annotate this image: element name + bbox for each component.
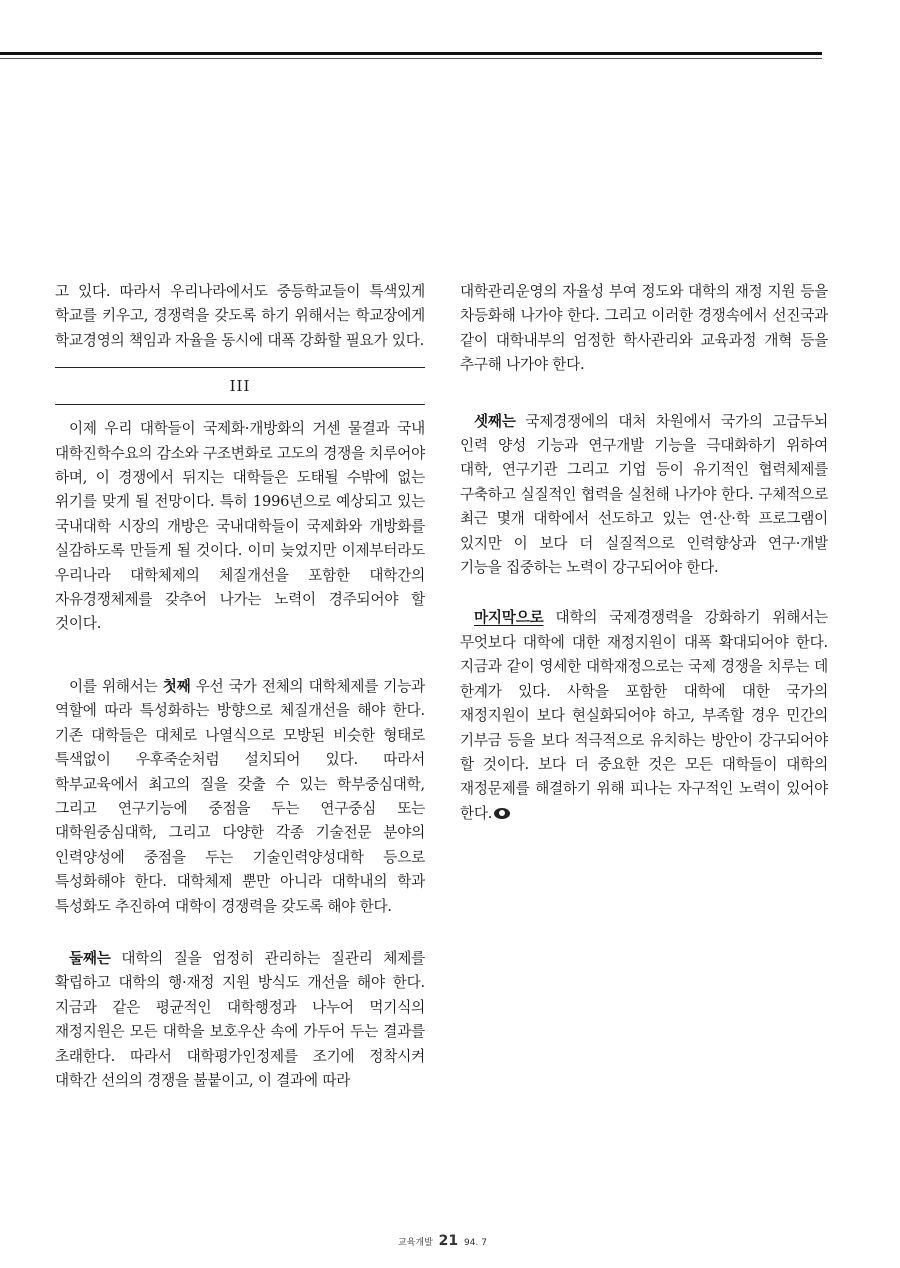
top-rule [0, 52, 822, 55]
paragraph-continuation: 고 있다. 따라서 우리나라에서도 중등학교들이 특색있게 학교를 키우고, 경쟁력을 갖도록 하기 위해서는 학교장에게 학교경영의 책임과 자율을 동시에 대폭 강화할 필요가 있다. [55, 283, 425, 349]
right-column [460, 280, 828, 826]
journal-name: 교육개발 [398, 1238, 433, 1248]
section-header [55, 367, 425, 405]
paragraph-third [460, 410, 828, 581]
issue-date: 94. 7 [464, 1238, 487, 1248]
section-number: III [229, 377, 251, 396]
page-footer [398, 1233, 487, 1249]
left-column [55, 280, 425, 1093]
paragraph-first-pre: 이를 위해서는 [69, 677, 163, 695]
top-rule-thin [0, 58, 822, 59]
paragraph-last [460, 606, 828, 826]
paragraph-second [55, 947, 425, 1093]
paragraph-second-body: 대학의 질을 엄정히 관리하는 질관리 체제를 확립하고 대학의 행·재정 지원 방식도 개선을 해야 한다. 지금과 같은 평균적인 대학행정과 나누어 먹기식의 재정지원은 모든 대학을 보호우산 속에 가두어 두는 결과를 초래한다. 따라서 대학평가인정제를 조기에 정착시켜 대학간 선의의 경쟁을 불붙이고, 이 결과에 따라 [55, 949, 425, 1089]
page-number: 21 [438, 1233, 459, 1249]
end-mark-icon [494, 808, 510, 819]
paragraph-first [55, 675, 425, 919]
paragraph-last-body: 대학의 국제경쟁력을 강화하기 위해서는 무엇보다 대학에 대한 재정지원이 대폭 확대되어야 한다. 지금과 같이 영세한 대학재정으로는 국제 경쟁을 치루는 데 한계가 있다. 사학을 포함한 대학에 대한 국가의 재정지원이 보다 현실화되어야 하고, 부족할 경우 민간의 기부금 등을 보다 적극적으로 유치하는 방안이 강구되어야 할 것이다. 보다 더 중요한 것은 모든 대학들이 대학의 재정문제를 해결하기 위해 피나는 자구적인 노력이 있어야 한다. [460, 609, 828, 822]
lead-word-third: 셋째는 [474, 412, 516, 430]
lead-word-first: 첫째 [162, 677, 191, 695]
paragraph-intro: 이제 우리 대학들이 국제화·개방화의 거센 물결과 국내 대학진학수요의 감소와 구조변화로 고도의 경쟁을 치루어야 하며, 이 경쟁에서 뒤지는 대학들은 도태될 수밖에 없는 위기를 맞게 될 전망이다. 특히 1996년으로 예상되고 있는 국내대학 시장의 개방은 국내대학들이 국제화와 개방화를 실감하도록 만들게 될 것이다. 이미 늦었지만 이제부터라도 우리나라 대학체제의 체질개선을 포함한 대학간의 자유경쟁체제를 갖추어 나가는 노력이 경주되어야 할 것이다. [55, 420, 425, 633]
paragraph-continuation-right: 대학관리운영의 자율성 부여 정도와 대학의 재정 지원 등을 차등화해 나가야 한다. 그리고 이러한 경쟁속에서 선진국과 같이 대학내부의 엄정한 학사관리와 교육과정 개혁 등을 추구해 나가야 한다. [460, 283, 828, 374]
lead-word-last: 마지막으로 [474, 609, 544, 627]
paragraph-first-body: 우선 국가 전체의 대학체제를 기능과 역할에 따라 특성화하는 방향으로 체질개선을 해야 한다. 기존 대학들은 대체로 나열식으로 모방된 비슷한 형태로 특색없이 우후죽순처럼 설치되어 있다. 따라서 학부교육에서 최고의 질을 갖출 수 있는 학부중심대학, 그리고 연구기능에 중점을 두는 연구중심 또는 대학원중심대학, 그리고 다양한 각종 기술전문 분야의 인력양성에 중점을 두는 기술인력양성대학 등으로 특성화해야 한다. 대학체제 뿐만 아니라 대학내의 학과 특성화도 추진하여 대학이 경쟁력을 갖도록 해야 한다. [55, 677, 425, 915]
lead-word-second: 둘째는 [69, 949, 111, 967]
paragraph-third-body: 국제경쟁에의 대처 차원에서 국가의 고급두뇌 인력 양성 기능과 연구개발 기능을 극대화하기 위하여 대학, 연구기관 그리고 기업 등이 유기적인 협력체제를 구축하고 실질적인 협력을 실천해 나가야 한다. 구체적으로 최근 몇개 대학에서 선도하고 있는 연·산·학 프로그램이 있지만 이 보다 더 실질적으로 인력향상과 연구·개발 기능을 집중하는 노력이 강구되어야 한다. [460, 412, 828, 577]
